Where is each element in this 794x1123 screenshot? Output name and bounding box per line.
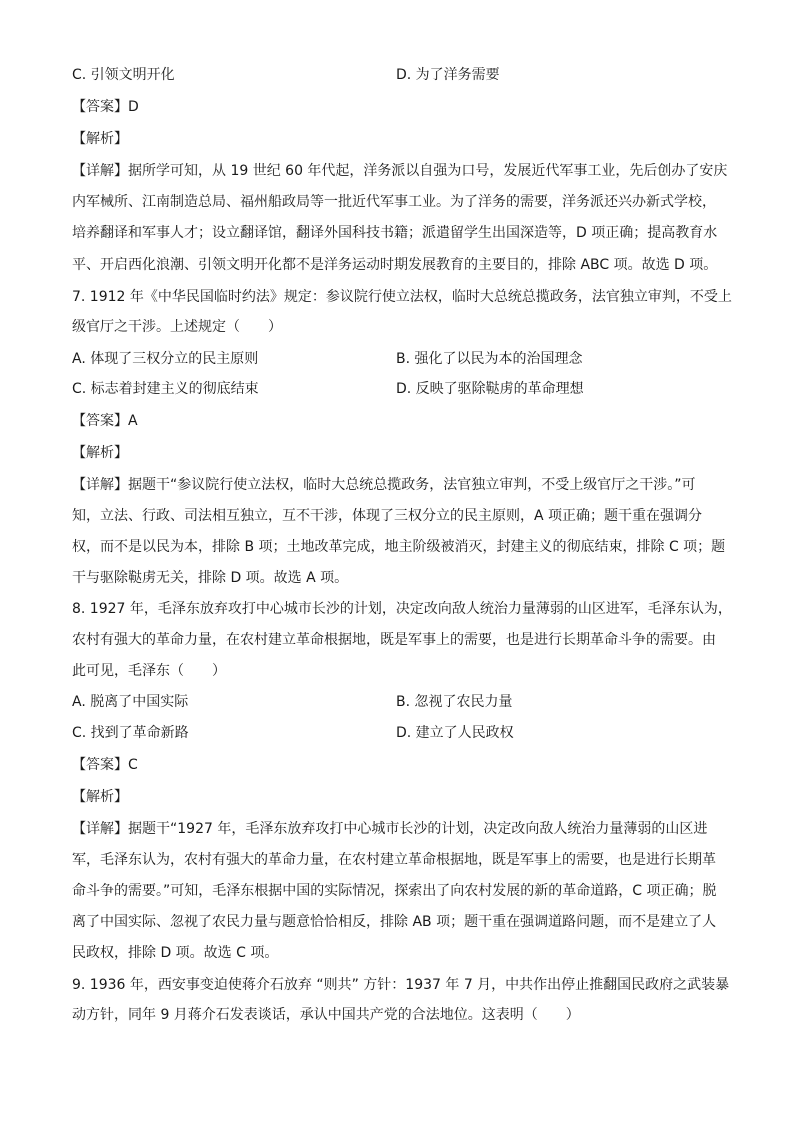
detail-line: 命斗争的需要。”可知，毛泽东根据中国的实际情况，探索出了向农村发展的新的革命道路，C 项正确；脱 bbox=[72, 883, 717, 899]
question-stem: 7. 1912 年《中华民国临时约法》规定：参议院行使立法权，临时大总统总揽政务，法官独立审判，不受上 bbox=[72, 289, 732, 305]
question-stem: 动方针，同年 9 月蒋介石发表谈话，承认中国共产党的合法地位。这表明（ ） bbox=[72, 1007, 580, 1023]
answer-label: 【答案】 bbox=[72, 99, 128, 115]
detail-line bbox=[72, 820, 724, 838]
detail-line: 军，毛泽东认为，农村有强大的革命力量，在农村建立革命根据地，既是军事上的需要，也是进行长期革 bbox=[72, 852, 716, 868]
detail-line: 民政权，排除 D 项。故选 C 项。 bbox=[72, 945, 279, 961]
detail-line: 知，立法、行政、司法相互独立，互不干涉，体现了三权分立的民主原则，A 项正确；题干重在强调分 bbox=[72, 508, 703, 524]
detail-label: 【详解】 bbox=[72, 163, 128, 179]
option-c: C. 找到了革命新路 bbox=[72, 725, 189, 741]
detail-text: 据题干“1927 年，毛泽东放弃攻打中心城市长沙的计划，决定改向敌人统治力量薄弱的山区进 bbox=[128, 821, 708, 837]
answer-row bbox=[72, 412, 724, 430]
answer-value: D bbox=[128, 99, 139, 115]
option-b: B. 强化了以民为本的治国理念 bbox=[396, 351, 583, 367]
question-stem: 级官厅之干涉。上述规定（ ） bbox=[72, 319, 282, 335]
option-a: A. 体现了三权分立的民主原则 bbox=[72, 351, 259, 367]
answer-row bbox=[72, 98, 724, 116]
option-d: D. 反映了驱除鞑虏的革命理想 bbox=[396, 381, 584, 397]
answer-label: 【答案】 bbox=[72, 413, 128, 429]
option-d: D. 为了洋务需要 bbox=[396, 67, 500, 83]
detail-text: 据所学可知，从 19 世纪 60 年代起，洋务派以自强为口号，发展近代军事工业，先后创办了安庆 bbox=[128, 163, 728, 179]
options-row bbox=[72, 724, 724, 742]
question-stem: 8. 1927 年，毛泽东放弃攻打中心城市长沙的计划，决定改向敌人统治力量薄弱的山区进军，毛泽东认为， bbox=[72, 601, 732, 617]
option-d: D. 建立了人民政权 bbox=[396, 725, 514, 741]
answer-value: A bbox=[128, 413, 138, 429]
answer-row bbox=[72, 756, 724, 774]
options-row bbox=[72, 380, 724, 398]
detail-text: 据题干“参议院行使立法权，临时大总统总揽政务，法官独立审判，不受上级官厅之干涉。”可 bbox=[128, 477, 696, 493]
detail-label: 【详解】 bbox=[72, 477, 128, 493]
question-stem: 此可见，毛泽东（ ） bbox=[72, 663, 226, 679]
detail-line bbox=[72, 162, 728, 180]
detail-line bbox=[72, 476, 724, 494]
options-row bbox=[72, 350, 724, 368]
detail-line: 离了中国实际、忽视了农民力量与题意恰恰相反，排除 AB 项；题干重在强调道路问题，而不是建立了人 bbox=[72, 914, 717, 930]
analysis-label: 【解析】 bbox=[72, 789, 128, 805]
analysis-label: 【解析】 bbox=[72, 131, 128, 147]
analysis-label: 【解析】 bbox=[72, 445, 128, 461]
detail-line: 内军械所、江南制造总局、福州船政局等一批近代军事工业。为了洋务的需要，洋务派还兴办新式学校， bbox=[72, 194, 716, 210]
detail-line: 培养翻译和军事人才；设立翻译馆，翻译外国科技书籍；派遣留学生出国深造等，D 项正确；提高教育水 bbox=[72, 225, 718, 241]
answer-value: C bbox=[128, 757, 138, 773]
detail-label: 【详解】 bbox=[72, 821, 128, 837]
option-a: A. 脱离了中国实际 bbox=[72, 694, 189, 710]
answer-label: 【答案】 bbox=[72, 757, 128, 773]
detail-line: 干与驱除鞑虏无关，排除 D 项。故选 A 项。 bbox=[72, 570, 349, 586]
option-b: B. 忽视了农民力量 bbox=[396, 694, 513, 710]
options-row bbox=[72, 693, 724, 711]
question-stem: 农村有强大的革命力量，在农村建立革命根据地，既是军事上的需要，也是进行长期革命斗争的需要。由 bbox=[72, 632, 716, 648]
option-c: C. 引领文明开化 bbox=[72, 67, 175, 83]
detail-line: 平、开启西化浪潮、引领文明开化都不是洋务运动时期发展教育的主要目的，排除 ABC 项。故选 D 项。 bbox=[72, 257, 718, 273]
option-c: C. 标志着封建主义的彻底结束 bbox=[72, 381, 259, 397]
question-stem: 9. 1936 年，西安事变迫使蒋介石放弃 “则共” 方针：1937 年 7 月，中共作出停止推翻国民政府之武装暴 bbox=[72, 977, 730, 993]
detail-line: 权，而不是以民为本，排除 B 项；土地改革完成，地主阶级被消灭，封建主义的彻底结束，排除 C 项；题 bbox=[72, 539, 726, 555]
prev-options-row bbox=[72, 66, 724, 84]
